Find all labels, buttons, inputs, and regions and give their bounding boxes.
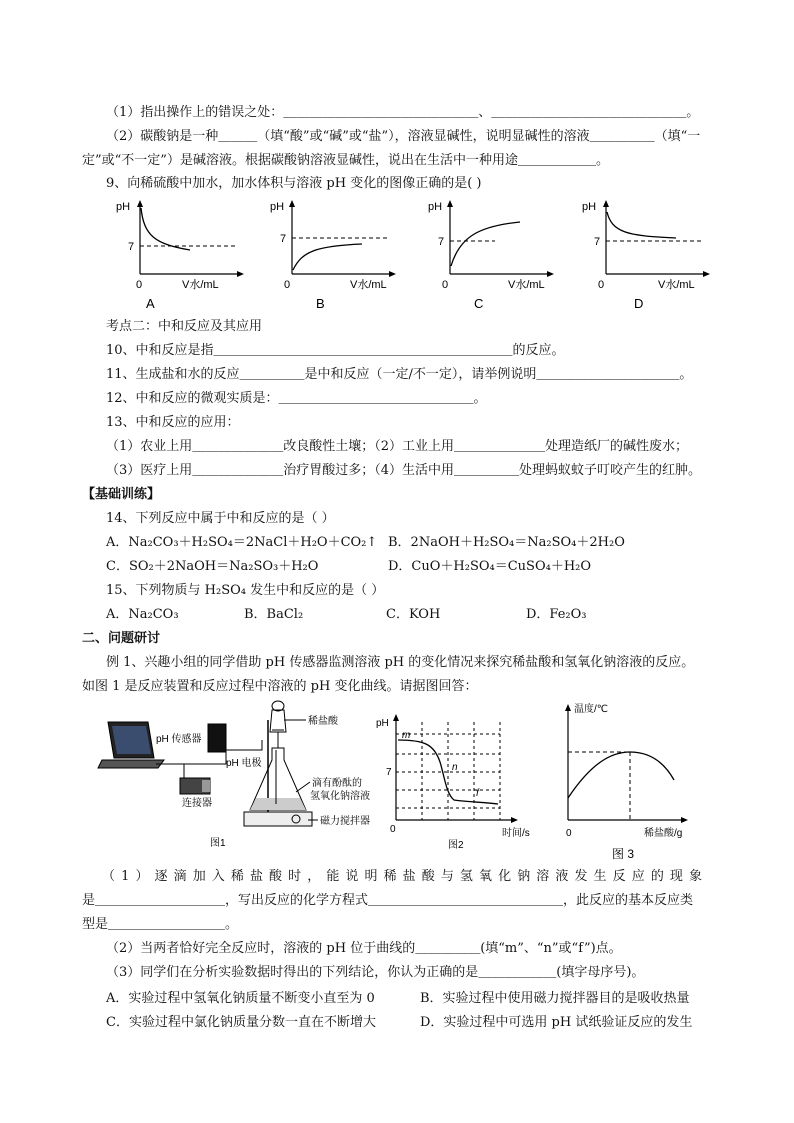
fig2-seven: 7 xyxy=(386,767,392,778)
q13-stem: 13、中和反应的应用： xyxy=(106,415,240,430)
ex1-option-b: B．实验过程中使用磁力搅拌器目的是吸收热量 xyxy=(420,991,690,1006)
graph-c-origin: 0 xyxy=(442,279,449,291)
graph-d xyxy=(576,196,716,316)
graph-b-origin: 0 xyxy=(284,279,291,291)
graph-d-xlabel: V水/mL xyxy=(658,279,695,291)
q8-part1: （1）指出操作上的错误之处：＿＿＿＿＿＿＿＿＿＿＿＿＿＿＿、＿＿＿＿＿＿＿＿＿＿＿＿＿＿＿。 xyxy=(106,105,700,120)
q15-option-d: D．Fe₂O₃ xyxy=(526,607,587,622)
q15-option-a: A．Na₂CO₃ xyxy=(106,607,179,622)
label-acid: 稀盐酸 xyxy=(308,716,338,727)
label-solution-line1: 滴有酚酞的 xyxy=(312,778,362,789)
graph-a-ylabel: pH xyxy=(116,201,131,213)
example1-line1: 例 1、兴趣小组的同学借助 pH 传感器监测溶液 pH 的变化情况来探究稀盐酸和氢氧化钠溶液的反应。 xyxy=(106,655,695,670)
graph-a-xlabel: V水/mL xyxy=(182,279,219,291)
laptop-icon xyxy=(98,722,164,768)
stirrer-base xyxy=(244,812,312,826)
graph-c-xlabel: V水/mL xyxy=(508,279,545,291)
section-2-heading: 二、问题研讨 xyxy=(82,631,161,646)
ph-sensor-box xyxy=(208,724,226,752)
fig2-caption: 图2 xyxy=(448,840,464,851)
ex1-q3: （3）同学们在分析实验数据时得出的下列结论，你认为正确的是＿＿＿＿＿＿(填字母序号)。 xyxy=(106,965,645,980)
q11: 11、生成盐和水的反应＿＿＿＿＿是中和反应（一定/不一定），请举例说明＿＿＿＿＿＿＿＿＿＿＿。 xyxy=(106,367,693,382)
ex1-q1-line2: 是＿＿＿＿＿＿＿＿＿＿，写出反应的化学方程式＿＿＿＿＿＿＿＿＿＿＿＿＿＿＿，此反应的基本反应类 xyxy=(82,893,694,908)
label-solution-line2: 氢氧化钠溶液 xyxy=(310,791,370,802)
graph-c-ylabel: pH xyxy=(428,201,443,213)
example1-line2: 如图 1 是反应装置和反应过程中溶液的 pH 变化曲线。请据图回答： xyxy=(82,679,478,694)
ex1-option-a: A．实验过程中氢氧化钠质量不断变小直至为 0 xyxy=(106,991,375,1006)
q8-part2-line1: （2）碳酸钠是一种＿＿＿（填“酸”或“碱”或“盐”），溶液显碱性，说明显碱性的溶液＿＿＿＿＿（填“一 xyxy=(106,129,701,144)
graph-d-ylabel: pH xyxy=(582,201,597,213)
label-sensor: pH 传感器 xyxy=(156,734,202,745)
fig2-point-m: m xyxy=(402,730,411,741)
q9-stem: 9、向稀硫酸中加水，加水体积与溶液 pH 变化的图像正确的是( ) xyxy=(106,176,482,191)
graph-c-option: C xyxy=(474,296,484,311)
q15-option-b: B．BaCl₂ xyxy=(244,607,304,622)
ex1-q2: （2）当两者恰好完全反应时，溶液的 pH 位于曲线的＿＿＿＿＿(填“m”、“n”或“f”)点。 xyxy=(106,941,622,956)
graph-c-seven: 7 xyxy=(438,236,445,248)
ex1-option-d: D．实验过程中可选用 pH 试纸验证反应的发生 xyxy=(420,1015,693,1030)
ex1-option-c: C．实验过程中氯化钠质量分数一直在不断增大 xyxy=(106,1015,376,1030)
graph-b-xlabel: V水/mL xyxy=(350,279,387,291)
figure-2-ph-curve xyxy=(374,712,534,852)
graph-d-origin: 0 xyxy=(598,279,605,291)
key-point-2: 考点二：中和反应及其应用 xyxy=(106,319,263,334)
fig2-origin: 0 xyxy=(390,824,396,835)
graph-b-seven: 7 xyxy=(280,233,287,245)
fig3-caption: 图 3 xyxy=(612,847,635,861)
label-stirrer: 磁力搅拌器 xyxy=(320,816,370,827)
label-electrode: pH 电极 xyxy=(226,758,262,769)
figure-1-caption: 图1 xyxy=(210,838,226,849)
q14-option-c: C．SO₂＋2NaOH＝Na₂SO₃＋H₂O xyxy=(106,559,319,574)
graph-c xyxy=(420,196,560,316)
ex1-q1-line1: （1）逐滴加入稀盐酸时，能说明稀盐酸与氢氧化钠溶液发生反应的现象 xyxy=(102,869,702,884)
q15-option-c: C．KOH xyxy=(386,607,441,622)
graph-d-option: D xyxy=(634,296,644,311)
figure-3-temp-curve xyxy=(552,702,712,862)
fig2-point-f: f xyxy=(476,788,479,799)
graph-b-ylabel: pH xyxy=(270,201,285,213)
q14-stem: 14、下列反应中属于中和反应的是（ ） xyxy=(106,511,335,526)
graph-a xyxy=(110,196,250,316)
graph-b-option: B xyxy=(316,296,325,311)
graph-a-origin: 0 xyxy=(136,279,143,291)
q8-part2-line2: 定”或“不一定”）是碱溶液。根据碳酸钠溶液显碱性，说出在生活中一种用途＿＿＿＿＿＿。 xyxy=(82,153,609,168)
fig3-xlabel: 稀盐酸/g xyxy=(644,828,683,839)
fig2-point-n: n xyxy=(452,762,458,773)
q14-option-b: B．2NaOH＋H₂SO₄＝Na₂SO₄＋2H₂O xyxy=(388,535,625,550)
graph-b xyxy=(262,196,402,316)
label-connector: 连接器 xyxy=(182,798,212,809)
graph-a-seven: 7 xyxy=(128,241,135,253)
q15-stem: 15、下列物质与 H₂SO₄ 发生中和反应的是（ ） xyxy=(106,583,385,598)
q13-line2: （3）医疗上用＿＿＿＿＿＿＿治疗胃酸过多；（4）生活中用＿＿＿＿＿处理蚂蚁蚊子叮咬产生的红肿。 xyxy=(106,463,702,478)
fig2-ylabel: pH xyxy=(376,718,389,729)
q14-option-a: A．Na₂CO₃＋H₂SO₄＝2NaCl＋H₂O＋CO₂↑ xyxy=(106,535,378,550)
basic-training-heading: 【基础训练】 xyxy=(82,487,161,502)
ex1-q1-line3: 型是＿＿＿＿＿＿＿＿＿。 xyxy=(82,917,239,932)
figure-1-apparatus xyxy=(96,700,386,850)
graph-d-seven: 7 xyxy=(594,236,601,248)
q10: 10、中和反应是指＿＿＿＿＿＿＿＿＿＿＿＿＿＿＿＿＿＿＿＿＿＿＿的反应。 xyxy=(106,343,565,358)
q13-line1: （1）农业上用＿＿＿＿＿＿＿改良酸性土壤；（2）工业上用＿＿＿＿＿＿＿处理造纸厂的碱性废水； xyxy=(106,439,689,454)
graph-a-option: A xyxy=(146,296,155,311)
q14-option-d: D．CuO＋H₂SO₄＝CuSO₄＋H₂O xyxy=(388,559,592,574)
fig2-xlabel: 时间/s xyxy=(502,828,530,839)
q12: 12、中和反应的微观实质是：＿＿＿＿＿＿＿＿＿＿＿＿＿＿＿。 xyxy=(106,391,487,406)
fig3-origin: 0 xyxy=(566,828,572,839)
fig3-ylabel: 温度/℃ xyxy=(574,704,609,715)
